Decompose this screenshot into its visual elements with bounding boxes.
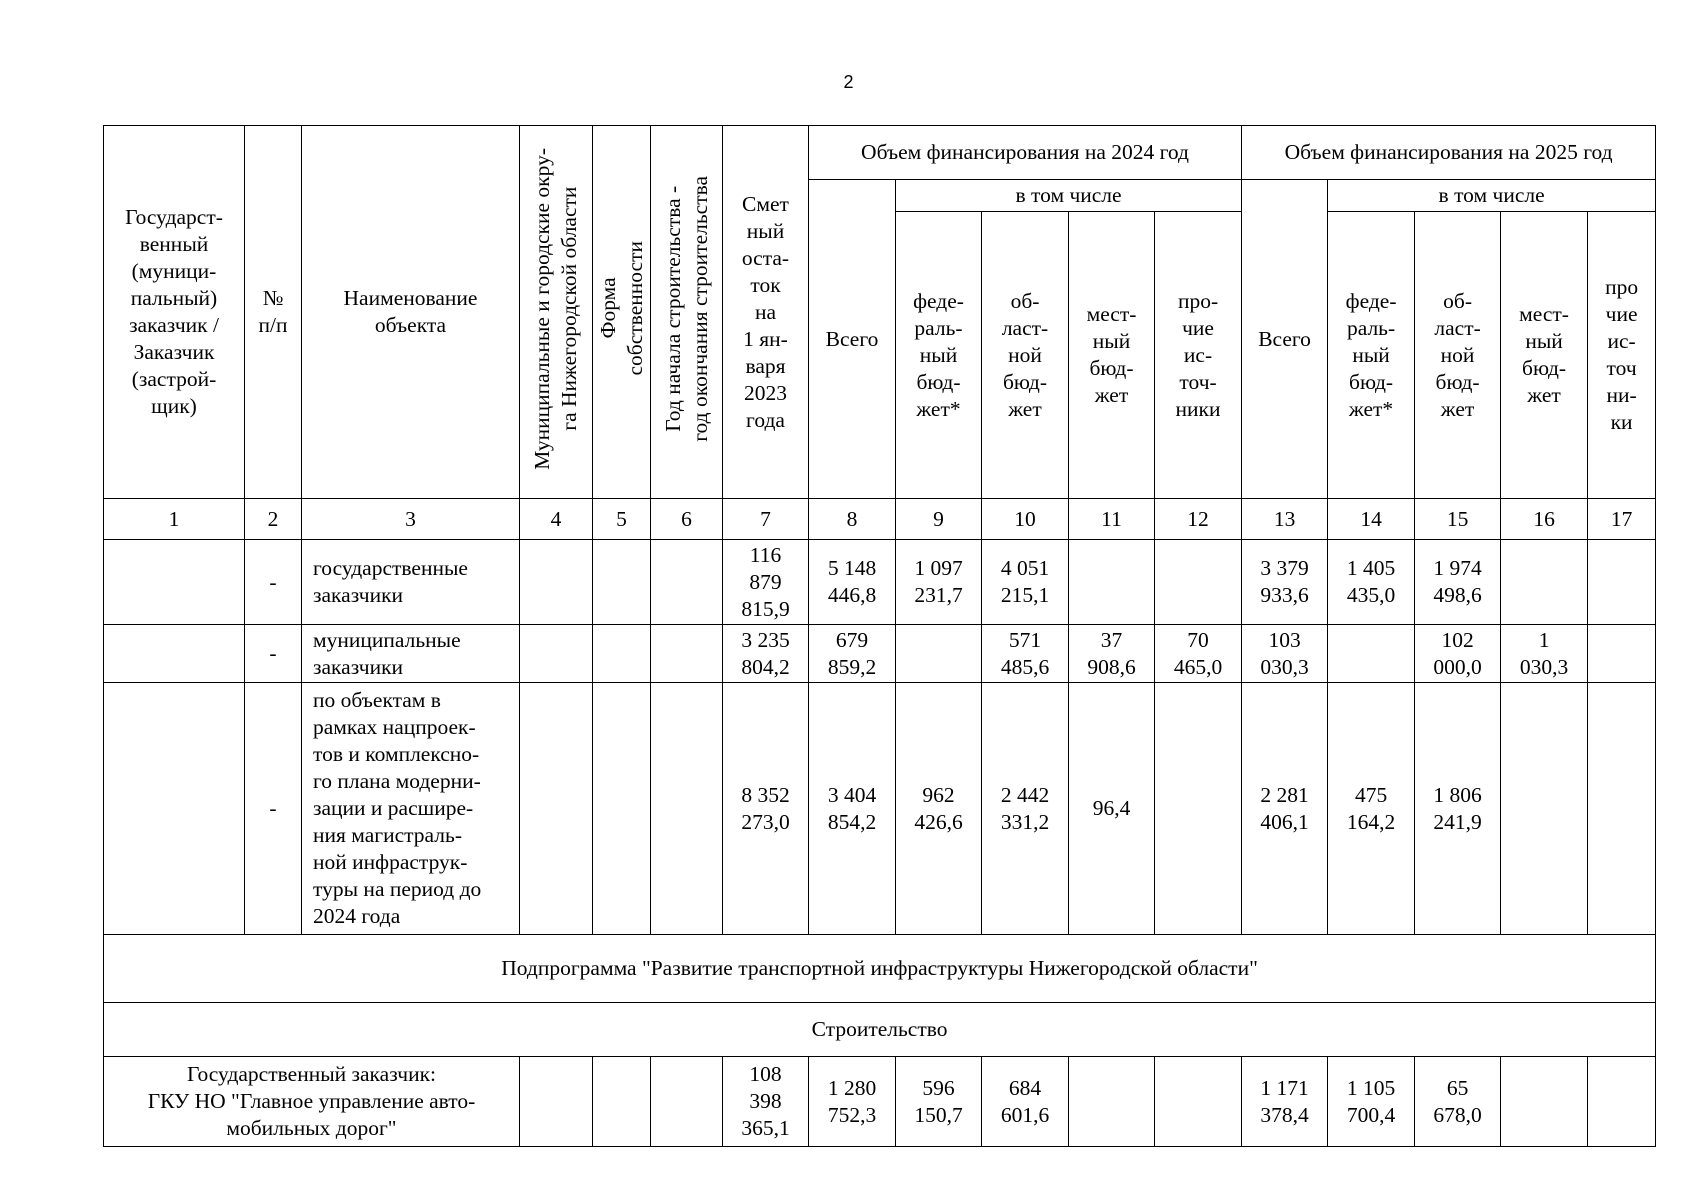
cell-municipal xyxy=(520,625,593,683)
header-including-2024: в том числе xyxy=(896,180,1242,212)
header-total-2024: Всего xyxy=(809,180,896,499)
cell-estimate: 3 235 804,2 xyxy=(723,625,809,683)
header-federal-2024: феде- раль- ный бюд- жет* xyxy=(896,212,982,499)
cell-municipal xyxy=(520,1057,593,1147)
header-other-2024: про- чие ис- точ- ники xyxy=(1155,212,1242,499)
header-total-2025: Всего xyxy=(1242,180,1328,499)
header-number: № п/п xyxy=(245,126,302,499)
cell-object-name: государственные заказчики xyxy=(302,540,520,625)
header-including-2025: в том числе xyxy=(1328,180,1656,212)
page-number: 2 xyxy=(843,72,854,92)
column-number: 17 xyxy=(1588,499,1656,540)
header-ownership-form-text: Форма собственности xyxy=(596,241,647,376)
cell-ownership xyxy=(593,540,651,625)
cell-customer xyxy=(104,625,245,683)
header-object-name: Наименование объекта xyxy=(302,126,520,499)
cell-regional-2025: 1 974 498,6 xyxy=(1415,540,1501,625)
cell-other-2024 xyxy=(1155,1057,1242,1147)
header-ownership-form xyxy=(593,126,651,499)
column-numbers-row xyxy=(104,499,1656,540)
cell-total-2024: 1 280 752,3 xyxy=(809,1057,896,1147)
column-number: 3 xyxy=(302,499,520,540)
cell-federal-2025: 1 405 435,0 xyxy=(1328,540,1415,625)
cell-local-2024: 96,4 xyxy=(1069,683,1155,935)
header-construction-years xyxy=(651,126,723,499)
column-number: 13 xyxy=(1242,499,1328,540)
cell-municipal xyxy=(520,540,593,625)
cell-object-name: муниципальные заказчики xyxy=(302,625,520,683)
cell-total-2025: 103 030,3 xyxy=(1242,625,1328,683)
cell-federal-2025 xyxy=(1328,625,1415,683)
cell-regional-2025: 1 806 241,9 xyxy=(1415,683,1501,935)
cell-federal-2024: 596 150,7 xyxy=(896,1057,982,1147)
cell-local-2025 xyxy=(1501,683,1588,935)
column-number: 9 xyxy=(896,499,982,540)
cell-other-2025 xyxy=(1588,683,1656,935)
column-number: 4 xyxy=(520,499,593,540)
header-local-2025: мест- ный бюд- жет xyxy=(1501,212,1588,499)
cell-other-2024 xyxy=(1155,540,1242,625)
section-row xyxy=(104,1003,1656,1057)
column-number: 12 xyxy=(1155,499,1242,540)
cell-other-2025 xyxy=(1588,540,1656,625)
cell-estimate: 116 879 815,9 xyxy=(723,540,809,625)
column-number: 15 xyxy=(1415,499,1501,540)
cell-local-2024 xyxy=(1069,1057,1155,1147)
cell-local-2024 xyxy=(1069,540,1155,625)
cell-number: - xyxy=(245,540,302,625)
cell-customer-name: Государственный заказчик: ГКУ НО "Главное управление авто- мобильных дорог" xyxy=(104,1057,520,1147)
header-municipal-districts xyxy=(520,126,593,499)
header-customer: Государст- венный (муници- пальный) заказчик / Заказчик (застрой- щик) xyxy=(104,126,245,499)
header-regional-2025: об- ласт- ной бюд- жет xyxy=(1415,212,1501,499)
subprogram-row xyxy=(104,935,1656,1003)
cell-total-2025: 2 281 406,1 xyxy=(1242,683,1328,935)
header-estimate-balance: Смет ный оста- ток на 1 ян- варя 2023 года xyxy=(723,126,809,499)
cell-federal-2025: 475 164,2 xyxy=(1328,683,1415,935)
cell-total-2024: 679 859,2 xyxy=(809,625,896,683)
cell-municipal xyxy=(520,683,593,935)
cell-other-2025 xyxy=(1588,625,1656,683)
header-row-1 xyxy=(104,126,1656,180)
header-other-2025: про чие ис- точ ни- ки xyxy=(1588,212,1656,499)
cell-other-2024: 70 465,0 xyxy=(1155,625,1242,683)
cell-other-2024 xyxy=(1155,683,1242,935)
customer-row xyxy=(104,1057,1656,1147)
subprogram-title: Подпрограмма "Развитие транспортной инфраструктуры Нижегородской области" xyxy=(104,935,1656,1003)
financing-table xyxy=(103,125,1656,1147)
cell-ownership xyxy=(593,625,651,683)
table-row xyxy=(104,540,1656,625)
column-number: 5 xyxy=(593,499,651,540)
cell-ownership xyxy=(593,1057,651,1147)
cell-local-2025 xyxy=(1501,1057,1588,1147)
cell-object-name: по объектам в рамках нацпроек- тов и комплексно- го плана модерни- зации и расшире- ния магистраль- ной инфраструк- туры на период до 2024 года xyxy=(302,683,520,935)
cell-years xyxy=(651,540,723,625)
cell-customer xyxy=(104,540,245,625)
cell-regional-2024: 571 485,6 xyxy=(982,625,1069,683)
header-municipal-districts-text: Муниципальные и городские окру- га Нижегородской области xyxy=(530,147,581,470)
cell-local-2025 xyxy=(1501,540,1588,625)
cell-number: - xyxy=(245,683,302,935)
cell-number: - xyxy=(245,625,302,683)
cell-local-2024: 37 908,6 xyxy=(1069,625,1155,683)
column-number: 16 xyxy=(1501,499,1588,540)
column-number: 10 xyxy=(982,499,1069,540)
header-regional-2024: об- ласт- ной бюд- жет xyxy=(982,212,1069,499)
cell-regional-2025: 65 678,0 xyxy=(1415,1057,1501,1147)
cell-total-2025: 3 379 933,6 xyxy=(1242,540,1328,625)
header-funding-2024: Объем финансирования на 2024 год xyxy=(809,126,1242,180)
cell-federal-2025: 1 105 700,4 xyxy=(1328,1057,1415,1147)
cell-ownership xyxy=(593,683,651,935)
cell-customer xyxy=(104,683,245,935)
column-number: 11 xyxy=(1069,499,1155,540)
cell-years xyxy=(651,683,723,935)
cell-other-2025 xyxy=(1588,1057,1656,1147)
cell-regional-2024: 2 442 331,2 xyxy=(982,683,1069,935)
cell-total-2024: 5 148 446,8 xyxy=(809,540,896,625)
cell-estimate: 108 398 365,1 xyxy=(723,1057,809,1147)
section-title: Строительство xyxy=(104,1003,1656,1057)
cell-total-2025: 1 171 378,4 xyxy=(1242,1057,1328,1147)
cell-years xyxy=(651,625,723,683)
cell-federal-2024 xyxy=(896,625,982,683)
table-row xyxy=(104,683,1656,935)
cell-estimate: 8 352 273,0 xyxy=(723,683,809,935)
column-number: 1 xyxy=(104,499,245,540)
cell-regional-2025: 102 000,0 xyxy=(1415,625,1501,683)
column-number: 14 xyxy=(1328,499,1415,540)
cell-regional-2024: 684 601,6 xyxy=(982,1057,1069,1147)
cell-federal-2024: 1 097 231,7 xyxy=(896,540,982,625)
cell-federal-2024: 962 426,6 xyxy=(896,683,982,935)
cell-local-2025: 1 030,3 xyxy=(1501,625,1588,683)
column-number: 7 xyxy=(723,499,809,540)
column-number: 8 xyxy=(809,499,896,540)
cell-years xyxy=(651,1057,723,1147)
column-number: 6 xyxy=(651,499,723,540)
cell-regional-2024: 4 051 215,1 xyxy=(982,540,1069,625)
header-federal-2025: феде- раль- ный бюд- жет* xyxy=(1328,212,1415,499)
cell-total-2024: 3 404 854,2 xyxy=(809,683,896,935)
table-row xyxy=(104,625,1656,683)
header-funding-2025: Объем финансирования на 2025 год xyxy=(1242,126,1656,180)
column-number: 2 xyxy=(245,499,302,540)
header-local-2024: мест- ный бюд- жет xyxy=(1069,212,1155,499)
header-construction-years-text: Год начала строительства - год окончания строительства xyxy=(660,175,712,442)
